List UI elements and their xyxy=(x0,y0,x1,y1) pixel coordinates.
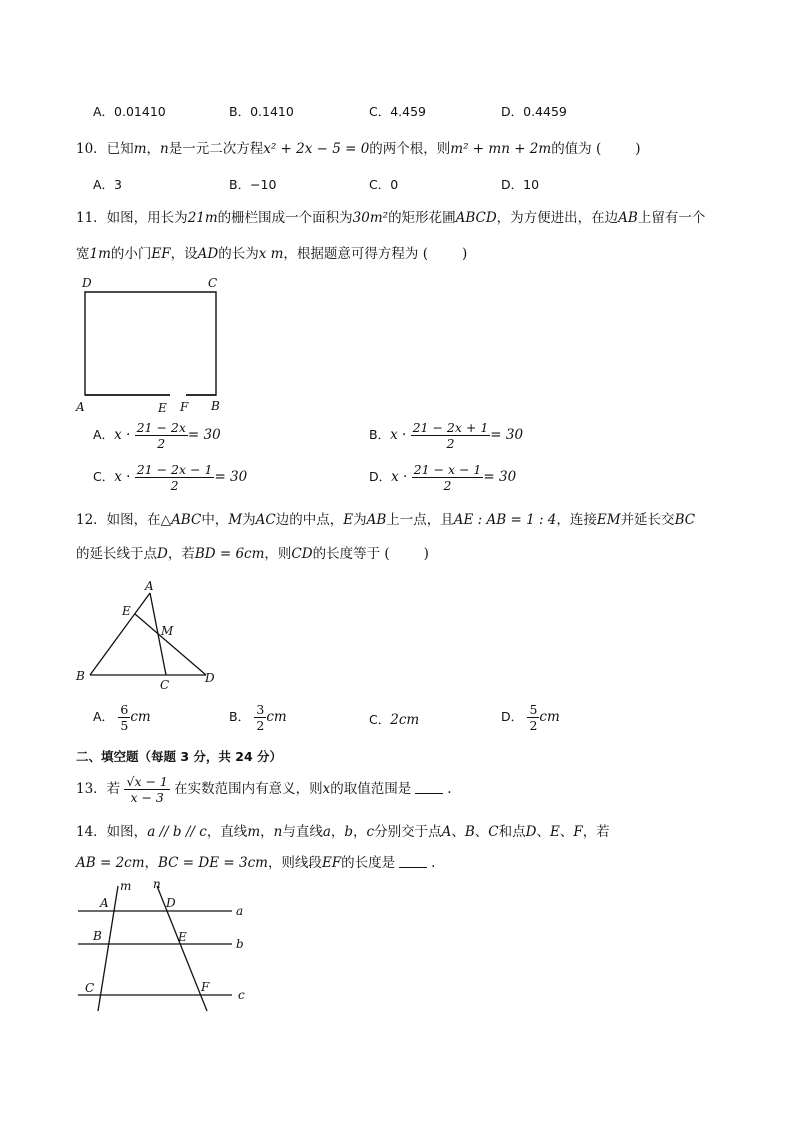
q11-label-d: D xyxy=(82,276,92,290)
q12-triangle-figure xyxy=(70,575,230,693)
q14-label-c-point: C xyxy=(85,981,95,995)
q12-option-a: A． $\frac{6}{5}$ cm xyxy=(93,702,151,733)
q12-label-m: M xyxy=(161,624,174,638)
q12-label-c: C xyxy=(160,678,170,692)
q11-stem-line1: 11．如图，用长为21m的栅栏围成一个面积为30m²的矩形花圃ABCD，为方便进出，在边AB上留有一个 xyxy=(76,210,706,226)
q11-option-c: C．x · $\frac{21 - 2x - 1}{2}$ = 30 xyxy=(93,462,248,493)
q12-option-d: D． $\frac{5}{2}$ cm xyxy=(501,702,560,733)
q13-stem: 13．若 $\frac{√x - 1}{x - 3}$ 在实数范围内有意义，则x的取值范围是 . xyxy=(76,774,452,805)
q12-label-a: A xyxy=(145,579,154,593)
q14-parallel-lines-figure xyxy=(70,874,260,1014)
q14-line-n xyxy=(157,886,207,1011)
q11-label-b: B xyxy=(211,399,220,413)
q10-stem: 10．已知m，n是一元二次方程x² + 2x − 5 = 0的两个根，则m² + mn + 2m的值为 ( ) xyxy=(76,141,641,157)
q11-fence-left xyxy=(85,292,216,395)
q10-option-d: D．10 xyxy=(501,177,540,192)
q12-option-c: C．2cm xyxy=(369,712,420,728)
q9-option-d: D．0.4459 xyxy=(501,104,567,119)
q12-side-ba xyxy=(90,593,150,675)
section-title-fill-in: 二、填空题（每题 3 分，共 24 分） xyxy=(76,749,283,764)
q11-option-b: B．x · $\frac{21 - 2x + 1}{2}$ = 30 xyxy=(369,420,524,451)
q12-label-d: D xyxy=(205,671,215,685)
q12-label-e: E xyxy=(122,604,131,618)
q14-label-line-a: a xyxy=(236,904,244,918)
q14-label-m: m xyxy=(120,879,132,893)
q11-label-f: F xyxy=(180,400,189,414)
q11-label-e: E xyxy=(158,401,167,415)
q14-answer-blank[interactable] xyxy=(399,867,427,868)
q11-label-a: A xyxy=(76,400,85,414)
q11-stem-line2: 宽1m的小门EF，设AD的长为x m，根据题意可得方程为 ( ) xyxy=(76,246,468,262)
q14-label-d: D xyxy=(166,896,176,910)
q14-label-b-point: B xyxy=(93,929,102,943)
q13-answer-blank[interactable] xyxy=(415,793,443,794)
q12-stem-line1: 12．如图，在△ABC中，M为AC边的中点，E为AB上一点，且AE : AB = 1 : 4，连接EM并延长交BC xyxy=(76,512,696,528)
q14-label-line-b: b xyxy=(236,937,244,951)
q14-label-e: E xyxy=(178,930,187,944)
q14-label-line-c: c xyxy=(238,988,245,1002)
q10-option-b: B．−10 xyxy=(229,177,277,192)
q11-option-d: D．x · $\frac{21 - x - 1}{2}$ = 30 xyxy=(369,462,517,493)
q10-expression: m² + mn + 2m xyxy=(450,141,552,157)
q11-option-a: A．x · $\frac{21 - 2x}{2}$ = 30 xyxy=(93,420,221,451)
q11-label-c: C xyxy=(208,276,218,290)
q14-label-n: n xyxy=(153,877,161,891)
q12-label-b: B xyxy=(76,669,85,683)
q14-label-a-point: A xyxy=(100,896,109,910)
q12-option-b: B． $\frac{3}{2}$ cm xyxy=(229,702,287,733)
q9-option-b: B．0.1410 xyxy=(229,104,294,119)
q11-rectangle-figure xyxy=(70,272,240,420)
q14-stem-line1: 14．如图，a // b // c，直线m，n与直线a，b，c分别交于点A、B、C和点D、E、F，若 xyxy=(76,824,610,840)
q10-equation: x² + 2x − 5 = 0 xyxy=(263,141,370,157)
q14-label-f: F xyxy=(201,980,210,994)
q14-stem-line2: AB = 2cm，BC = DE = 3cm，则线段EF的长度是 . xyxy=(76,855,436,871)
q12-stem-line2: 的延长线于点D，若BD = 6cm，则CD的长度等于 ( ) xyxy=(76,546,429,562)
q9-option-a: A．0.01410 xyxy=(93,104,166,119)
q10-option-c: C．0 xyxy=(369,177,399,192)
q9-option-c: C．4.459 xyxy=(369,104,427,119)
q10-option-a: A．3 xyxy=(93,177,123,192)
